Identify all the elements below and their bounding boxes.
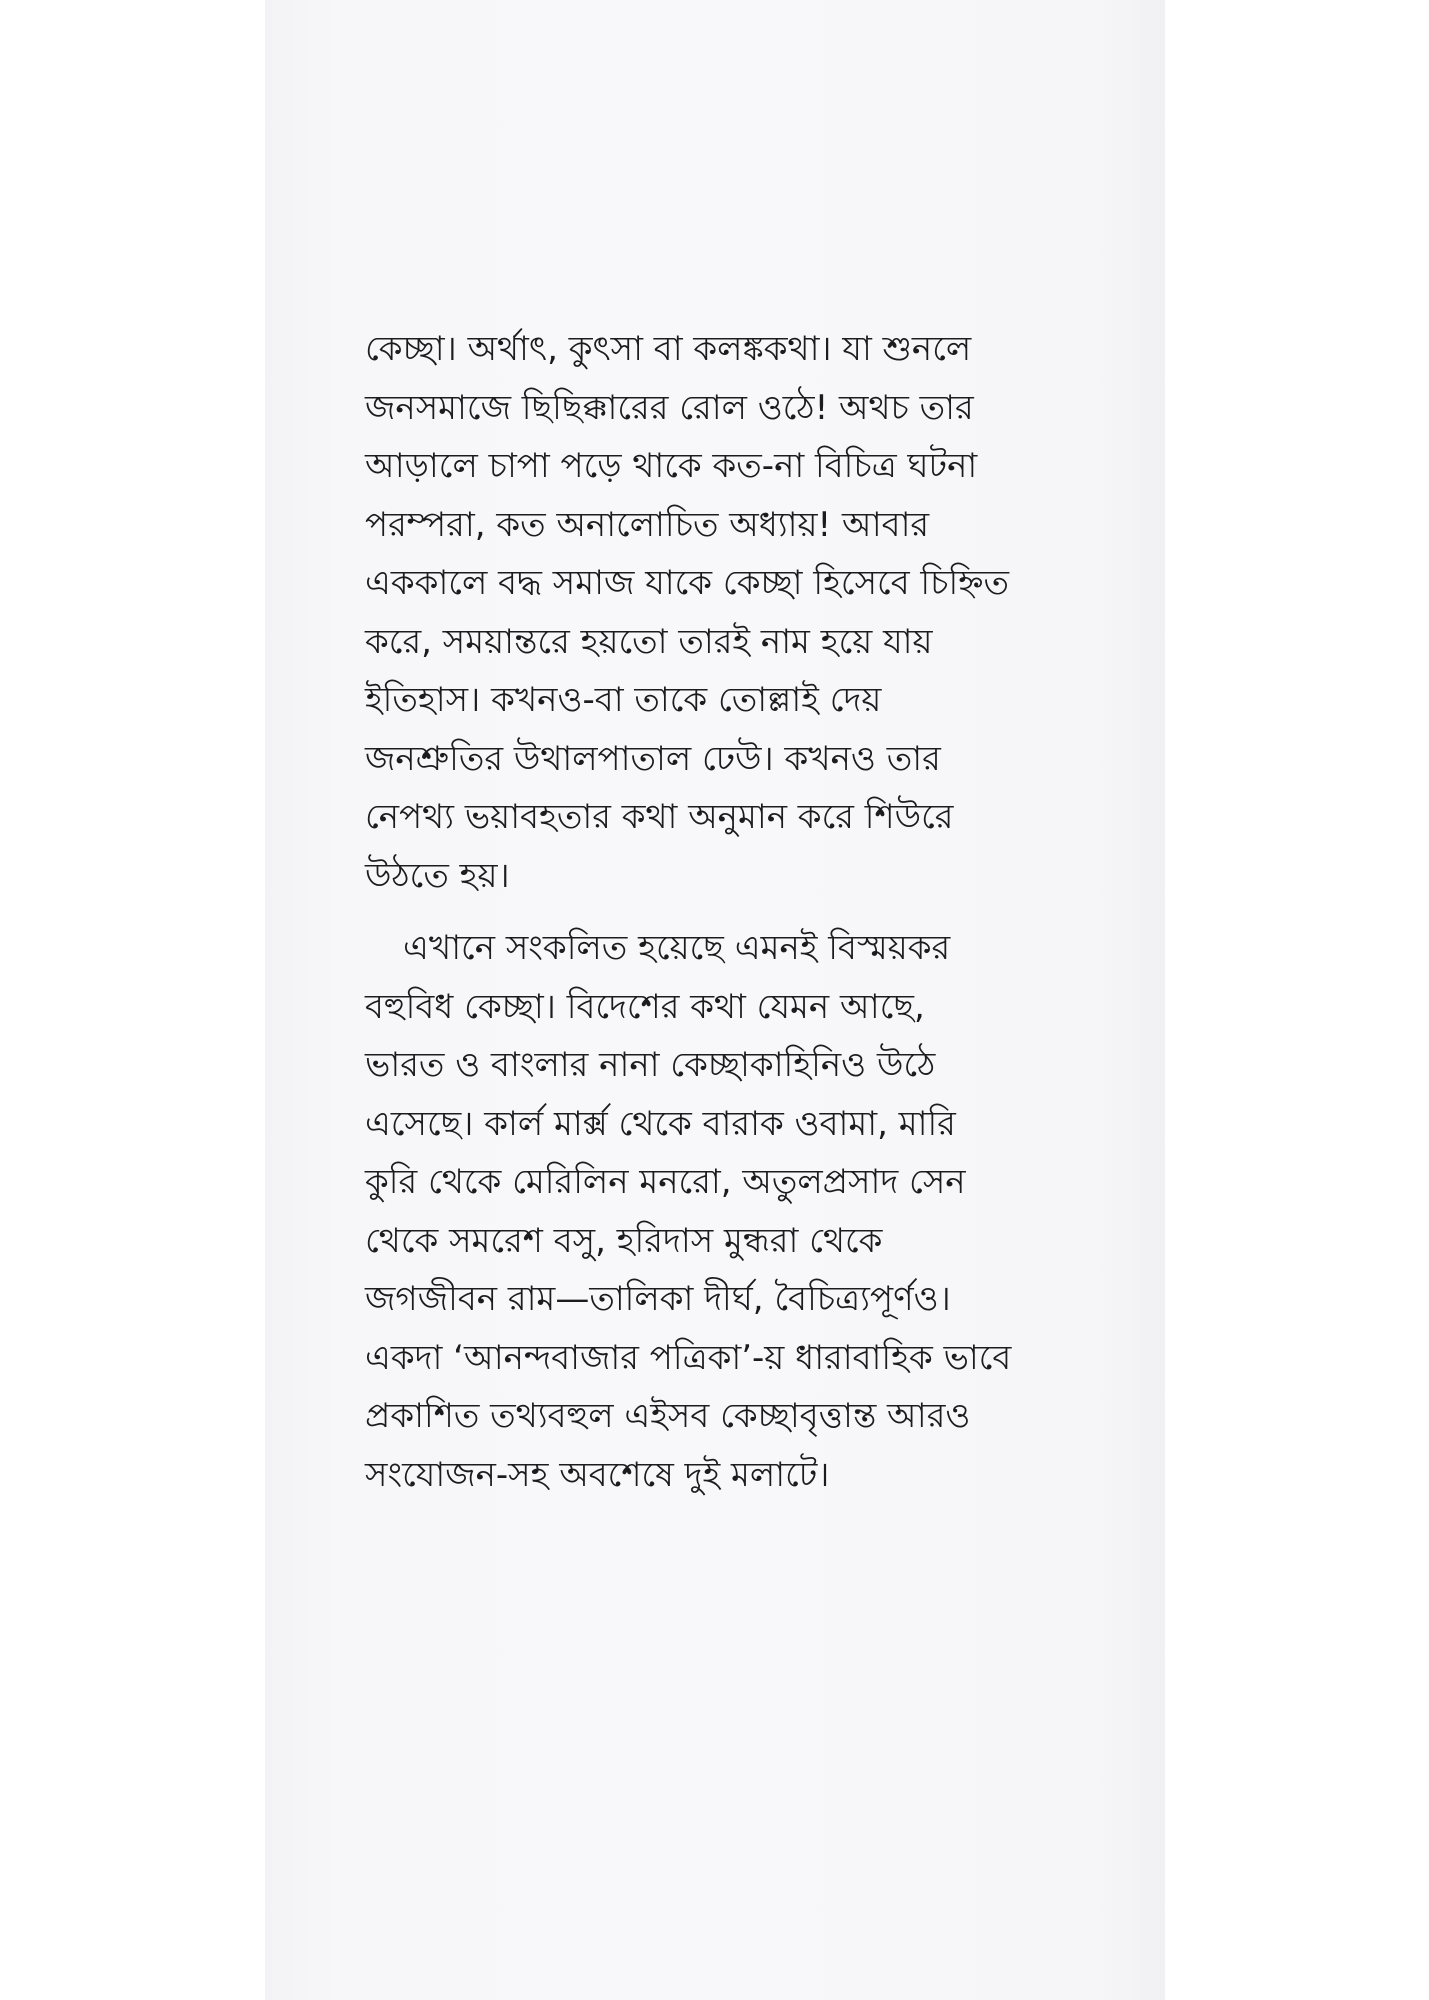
text-line: জগজীবন রাম—তালিকা দীর্ঘ, বৈচিত্র্যপূর্ণও। [365, 1279, 951, 1319]
text-line: আড়ালে চাপা পড়ে থাকে কত-না বিচিত্র ঘটনা [365, 446, 978, 486]
text-line: প্রকাশিত তথ্যবহুল এইসব কেচ্ছাবৃত্তান্ত আরও [365, 1396, 971, 1436]
text-line: এখানে সংকলিত হয়েছে এমনই বিস্ময়কর [403, 928, 951, 968]
text-line: করে, সময়ান্তরে হয়তো তারই নাম হয়ে যায় [365, 621, 933, 662]
blurb-paragraph-1 [365, 320, 1125, 905]
text-line: জনসমাজে ছিছিক্কারের রোল ওঠে! অথচ তার [365, 387, 974, 428]
text-line: ভারত ও বাংলার নানা কেচ্ছাকাহিনিও উঠে [365, 1045, 936, 1085]
text-line: সংযোজন-সহ অবশেষে দুই মলাটে। [365, 1454, 830, 1495]
book-back-cover [265, 0, 1165, 2000]
text-line: বহুবিধ কেচ্ছা। বিদেশের কথা যেমন আছে, [365, 986, 925, 1027]
text-line: ইতিহাস। কখনও-বা তাকে তোল্লাই দেয় [365, 680, 882, 720]
text-line: জনশ্রুতির উথালপাতাল ঢেউ। কখনও তার [365, 738, 941, 779]
text-line: পরম্পরা, কত অনালোচিত অধ্যায়! আবার [365, 504, 930, 545]
blurb-text [365, 320, 1125, 1504]
paragraph-spacer [365, 905, 1125, 919]
text-line: নেপথ্য ভয়াবহতার কথা অনুমান করে শিউরে [365, 797, 954, 837]
text-line: এককালে বদ্ধ সমাজ যাকে কেচ্ছা হিসেবে চিহ্নিত [365, 563, 1010, 603]
text-line: উঠতে হয়। [365, 855, 510, 896]
text-line: কুরি থেকে মেরিলিন মনরো, অতুলপ্রসাদ সেন [365, 1162, 966, 1202]
text-line: কেচ্ছা। অর্থাৎ, কুৎসা বা কলঙ্ককথা। যা শুনলে [365, 329, 972, 369]
text-line: থেকে সমরেশ বসু, হরিদাস মুন্ধরা থেকে [365, 1220, 883, 1261]
text-line: একদা ‘আনন্দবাজার পত্রিকা’-য় ধারাবাহিক ভাবে [365, 1337, 1012, 1378]
blurb-paragraph-2 [365, 919, 1125, 1504]
text-line: এসেছে। কার্ল মার্ক্স থেকে বারাক ওবামা, মারি [365, 1103, 956, 1144]
